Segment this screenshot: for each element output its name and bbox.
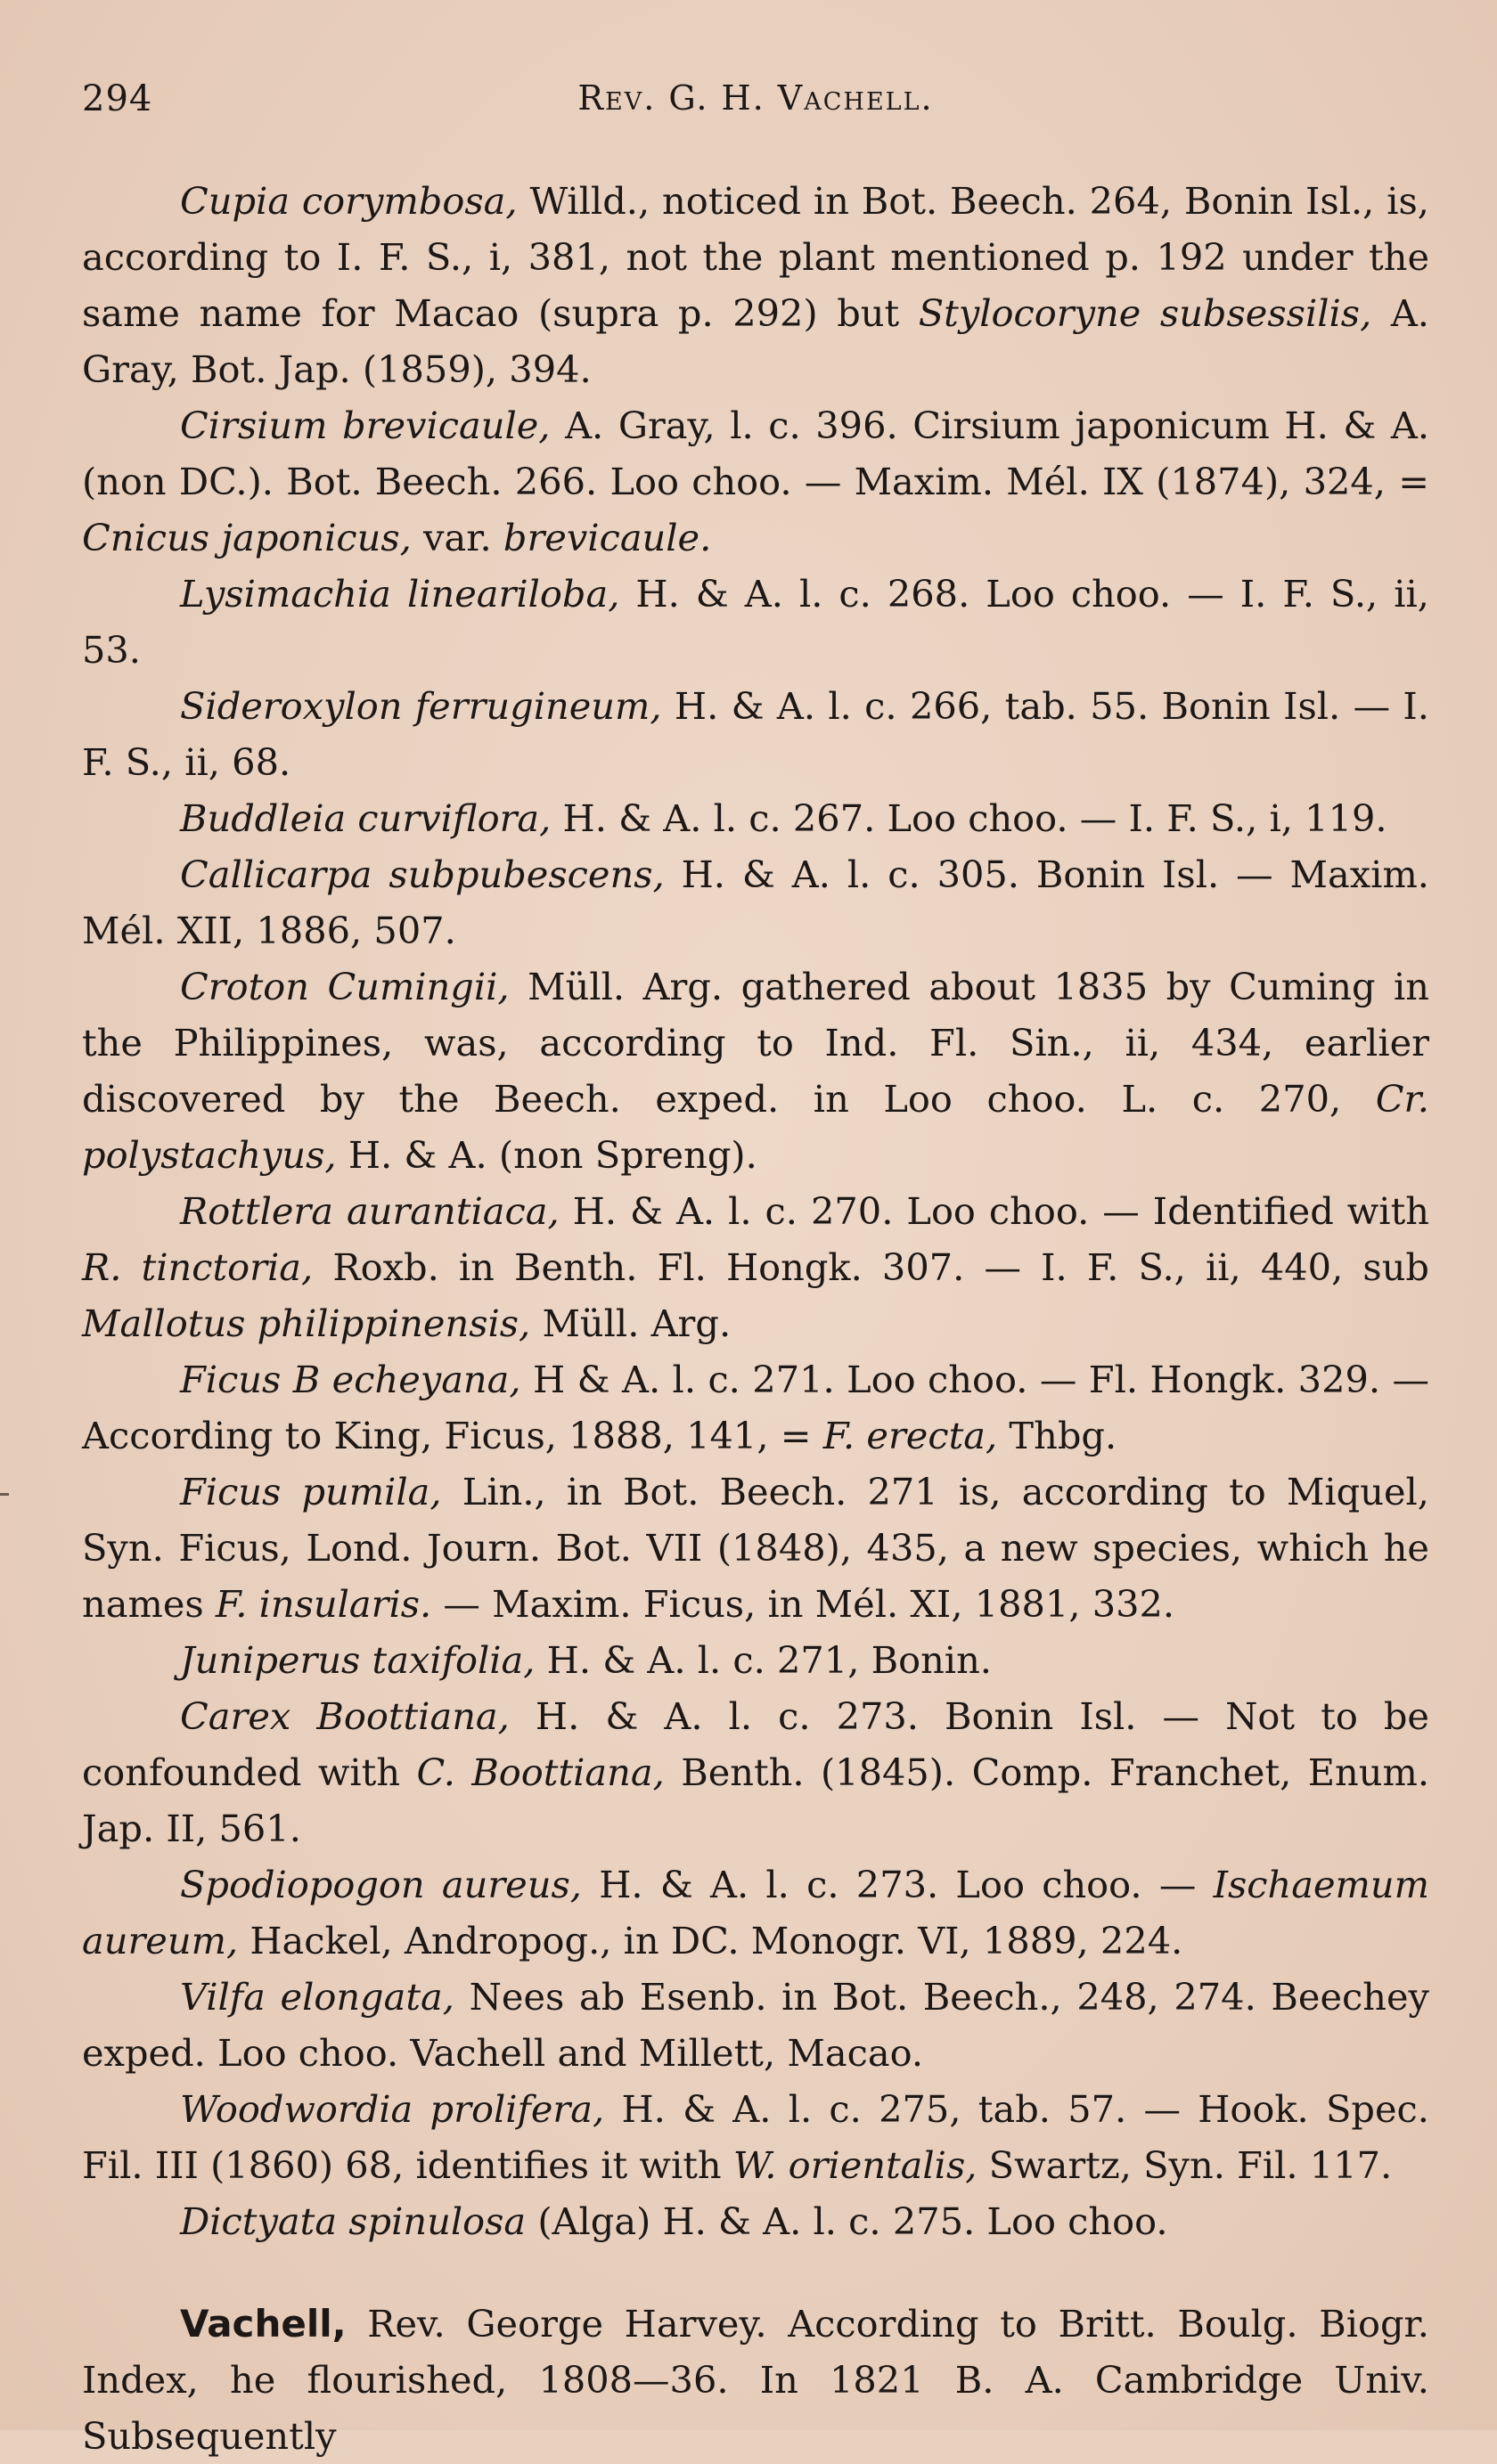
entry-juniperus [82, 1632, 1429, 1688]
entry-text: Müll. Arg. gathered about 1835 by Cuming in the Philippines, was, according to Ind. Fl. Sin., ii, 434, earlier discovered by the Beech. exped. in Loo choo. L. c. 270, [82, 965, 1429, 1121]
entry-text: Swartz, Syn. Fil. 117. [977, 2143, 1393, 2187]
taxon-name: F. erecta, [822, 1414, 998, 1457]
taxon-name: Mallotus philippinensis, [82, 1301, 531, 1345]
entry-text: H. & A. l. c. 271, Bonin. [535, 1638, 992, 1682]
margin-mark [0, 1493, 9, 1496]
running-head: Rev. G. H. Vachell. [577, 78, 934, 118]
entry-text: H. & A. l. c. 270. Loo choo. — Identified with [559, 1189, 1429, 1233]
entry-text: H. & A. l. c. 273. Loo choo. — [581, 1863, 1214, 1906]
page-header [82, 78, 1429, 132]
entry-buddleia [82, 790, 1429, 846]
entry-text: (Alga) H. & A. l. c. 275. Loo choo. [526, 2199, 1168, 2243]
taxon-name: Woodwordia prolifera, [180, 2087, 605, 2131]
entry-text: Müll. Arg. [530, 1301, 732, 1345]
taxon-name: W. orientalis, [732, 2143, 978, 2187]
taxon-name: Lysimachia lineariloba, [180, 572, 620, 616]
entry-text: Roxb. in Benth. Fl. Hongk. 307. — I. F. S., ii, 440, sub [313, 1245, 1429, 1289]
entry-text: H. & A. l. c. 266, tab. 55. Bonin Isl. — I. F. S., ii, 68. [82, 684, 1429, 784]
entry-text: H. & A. l. c. 268. Loo choo. — I. F. S., ii, 53. [82, 572, 1429, 672]
taxon-name: Sideroxylon ferrugineum, [180, 684, 662, 728]
body-text [82, 173, 1429, 2464]
entry-croton [82, 959, 1429, 1183]
entry-text: H. & A. l. c. 273. Bonin Isl. — Not to be confounded with [82, 1694, 1429, 1794]
entry-spodiopogon [82, 1856, 1429, 1969]
taxon-name: Croton Cumingii, [180, 965, 510, 1008]
taxon-name: C. Boottiana, [416, 1750, 665, 1794]
entry-woodwordia [82, 2081, 1429, 2193]
taxon-name: Buddleia curviflora, [180, 796, 552, 840]
entry-text: Benth. (1845). Comp. Franchet, Enum. Jap. II, 561. [82, 1750, 1430, 1850]
taxon-name: Ischaemum aureum, [82, 1863, 1429, 1962]
entry-text: Thbg. [997, 1414, 1117, 1457]
entry-ficus-pumila [82, 1464, 1429, 1632]
taxon-name: Ficus pumila, [180, 1470, 442, 1513]
taxon-name: Cirsium brevicaule, [180, 404, 551, 447]
entry-text: Hackel, Andropog., in DC. Monogr. VI, 1889, 224. [238, 1919, 1183, 1962]
taxon-name: R. tinctoria, [82, 1245, 314, 1289]
taxon-name: Rottlera aurantiaca, [180, 1189, 560, 1233]
taxon-name: Spodiopogon aureus, [180, 1863, 582, 1906]
taxon-name: F. insularis. [215, 1582, 432, 1626]
taxon-name: brevicaule. [503, 516, 712, 559]
entry-text: — Maxim. Ficus, in Mél. XI, 1881, 332. [431, 1582, 1175, 1626]
entry-text: H. & A. l. c. 275, tab. 57. — Hook. Spec. Fil. III (1860) 68, identifies it with [82, 2087, 1429, 2187]
taxon-name: Cupia corymbosa, [180, 179, 518, 223]
entry-cupia [82, 173, 1429, 397]
entry-text: A. Gray, Bot. Jap. (1859), 394. [82, 291, 1429, 391]
entry-text: H. & A. l. c. 305. Bonin Isl. — Maxim. Mél. XII, 1886, 507. [82, 853, 1429, 952]
taxon-name: Carex Boottiana, [180, 1694, 510, 1738]
entry-carex [82, 1688, 1429, 1856]
taxon-name: Stylocoryne subsessilis, [918, 291, 1372, 335]
entry-sideroxylon [82, 678, 1429, 790]
entry-text: H. & A. (non Spreng). [336, 1133, 757, 1177]
entry-text: H & A. l. c. 271. Loo choo. — Fl. Hongk. 329. — According to King, Ficus, 1888, 141, = [82, 1358, 1429, 1457]
entry-vilfa [82, 1969, 1429, 2081]
taxon-name: Callicarpa subpubescens, [180, 853, 665, 896]
entry-ficus-beecheyana [82, 1351, 1429, 1464]
taxon-name: Vilfa elongata, [180, 1975, 454, 2019]
taxon-name: Cr. polystachyus, [82, 1077, 1429, 1177]
entry-cirsium [82, 397, 1429, 566]
taxon-name: Juniperus taxifolia, [180, 1638, 536, 1682]
entry-dictyata [82, 2193, 1429, 2249]
entry-callicarpa [82, 846, 1429, 959]
taxon-name: Ficus B echeyana, [180, 1358, 521, 1401]
entry-text: Nees ab Esenb. in Bot. Beech., 248, 274. Beechey exped. Loo choo. Vachell and Millett, Macao. [82, 1975, 1429, 2075]
entry-text: var. [411, 516, 503, 559]
taxon-name: Cnicus japonicus, [82, 516, 412, 559]
biography-vachell [82, 2296, 1429, 2464]
bio-text: Rev. George Harvey. According to Britt. Boulg. Biogr. Index, he flourished, 1808—36. In 1821 B. A. Cambridge Univ. Subsequently [82, 2302, 1429, 2458]
entry-rottlera [82, 1183, 1429, 1351]
entry-text: Willd., noticed in Bot. Beech. 264, Bonin Isl., is, according to I. F. S., i, 381, not the plant mentioned p. 192 under the same name for Macao (supra p. 292) but [82, 179, 1429, 335]
entry-text: H. & A. l. c. 267. Loo choo. — I. F. S., i, 119. [551, 796, 1387, 840]
taxon-name: Dictyata spinulosa [180, 2199, 527, 2243]
page-number: 294 [82, 78, 153, 119]
entry-text: Lin., in Bot. Beech. 271 is, according to Miquel, Syn. Ficus, Lond. Journ. Bot. VII (1848), 435, a new species, which he names [82, 1470, 1429, 1626]
entry-text: A. Gray, l. c. 396. Cirsium japonicum H. & A. (non DC.). Bot. Beech. 266. Loo choo. — Maxim. Mél. IX (1874), 324, = [82, 404, 1430, 503]
bio-name: Vachell, [180, 2302, 347, 2346]
entry-lysimachia [82, 566, 1429, 678]
